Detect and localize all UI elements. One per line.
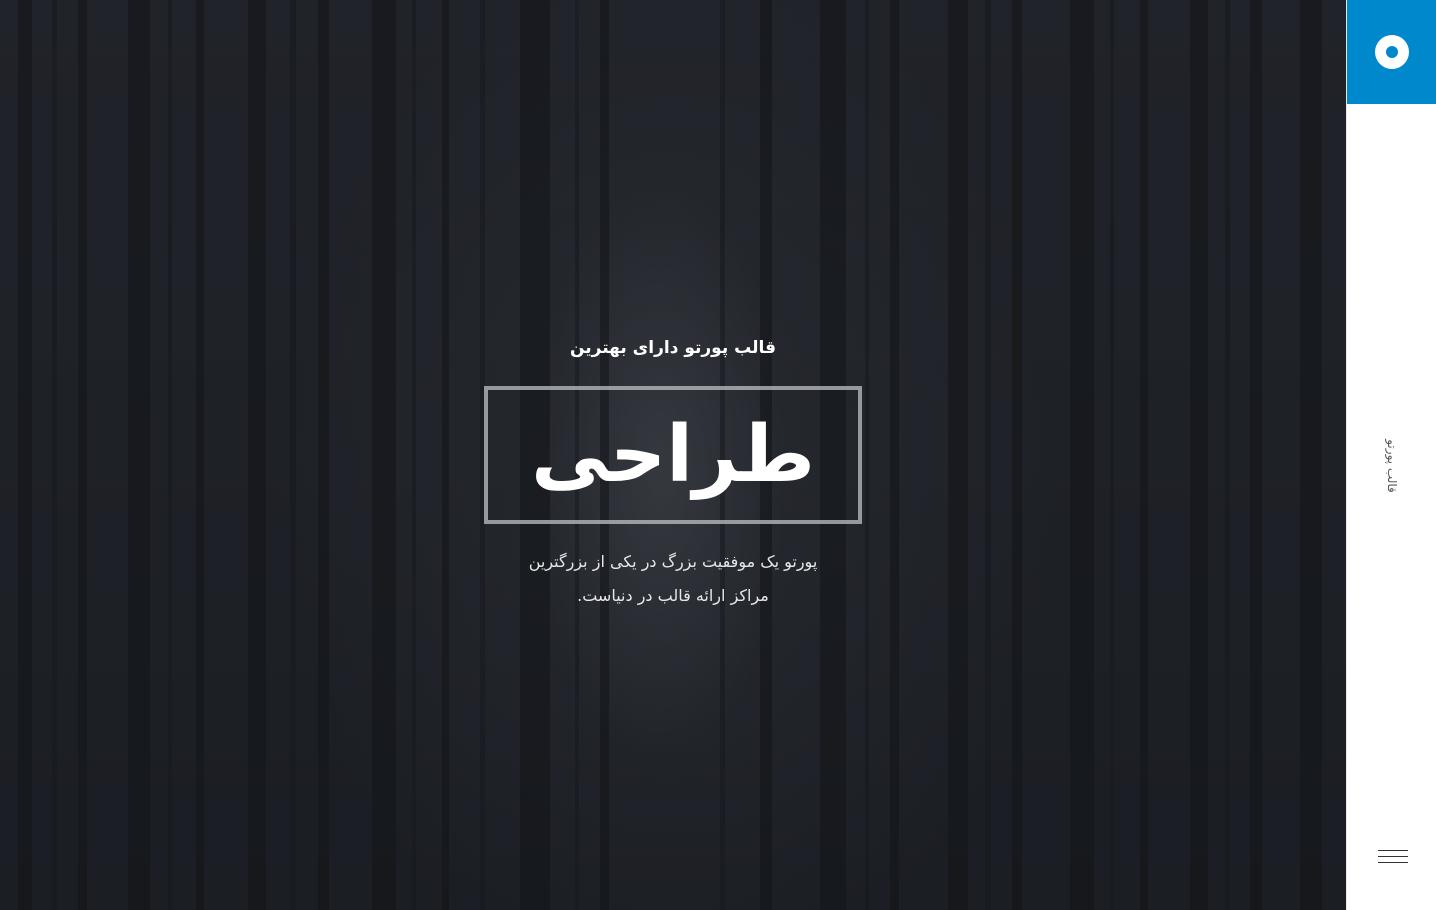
logo-hole (1386, 46, 1398, 58)
logo-link[interactable] (1347, 0, 1436, 104)
hero-description (0, 545, 1346, 613)
hamburger-menu-icon (1378, 850, 1408, 851)
hamburger-menu-button[interactable] (1378, 846, 1408, 866)
ring-logo-icon (1375, 35, 1409, 69)
hero-description-line-1: پورتو یک موفقیت بزرگ در یکی از بزرگترین (528, 552, 818, 571)
hero-title-box (484, 386, 862, 524)
hamburger-menu-icon-line-3 (1378, 862, 1408, 863)
sidebar-vertical-label: قالب پورتو (1385, 439, 1399, 493)
hamburger-menu-icon-line-2 (1378, 856, 1408, 857)
hero-pretitle: قالب پورتو دارای بهترین (569, 338, 777, 358)
side-header (1346, 0, 1436, 910)
hero-title: طراحی (531, 410, 815, 500)
hero-description-line-2: مراکز ارائه قالب در دنیاست. (577, 586, 769, 605)
